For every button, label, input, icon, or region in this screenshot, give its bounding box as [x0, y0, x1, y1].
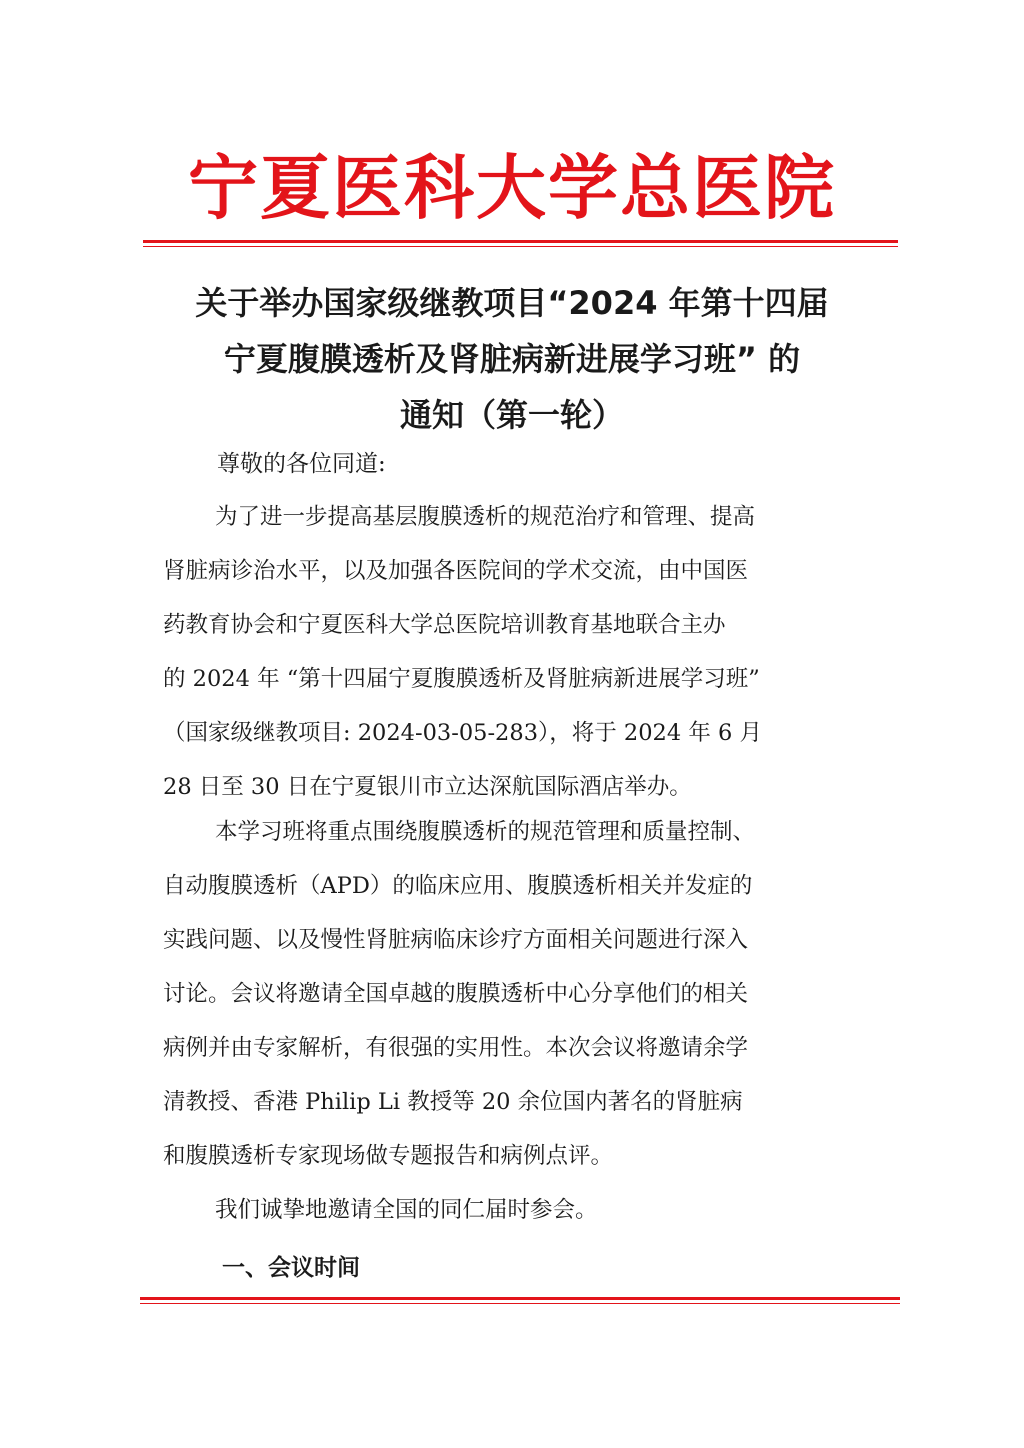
paragraph-line: 药教育协会和宁夏医科大学总医院培训教育基地联合主办	[163, 612, 726, 638]
letterhead-divider-top	[143, 240, 898, 247]
paragraph-invitation	[163, 1183, 873, 1237]
paragraph-line: 和腹膜透析专家现场做专题报告和病例点评。	[163, 1143, 614, 1169]
paragraph-line: 清教授、香港 Philip Li 教授等 20 余位国内著名的肾脏病	[163, 1089, 743, 1115]
divider-thin-line	[143, 246, 898, 247]
paragraph-line: 本学习班将重点围绕腹膜透析的规范管理和质量控制、	[215, 819, 756, 845]
salutation: 尊敬的各位同道:	[217, 451, 386, 477]
paragraph-line: 的 2024 年 “第十四届宁夏腹膜透析及肾脏病新进展学习班”	[163, 666, 760, 692]
paragraph-line: 我们诚挚地邀请全国的同仁届时参会。	[215, 1197, 598, 1223]
paragraph-line: （国家级继教项目: 2024-03-05-283），将于 2024 年 6 月	[163, 720, 762, 746]
paragraph-line: 病例并由专家解析，有很强的实用性。本次会议将邀请余学	[163, 1035, 749, 1061]
paragraph-line: 28 日至 30 日在宁夏银川市立达深航国际酒店举办。	[163, 774, 692, 800]
paragraph-line: 实践问题、以及慢性肾脏病临床诊疗方面相关问题进行深入	[163, 927, 749, 953]
paragraph-line: 肾脏病诊治水平，以及加强各医院间的学术交流，由中国医	[163, 558, 749, 584]
document-title	[140, 275, 884, 443]
paragraph-line: 自动腹膜透析（APD）的临床应用、腹膜透析相关并发症的	[163, 873, 753, 899]
section-heading-meeting-time: 一、会议时间	[222, 1254, 360, 1281]
footer-divider	[140, 1297, 900, 1304]
paragraph-program	[163, 805, 873, 1183]
paragraph-line: 讨论。会议将邀请全国卓越的腹膜透析中心分享他们的相关	[163, 981, 749, 1007]
letterhead-org-name: 宁夏医科大学总医院	[188, 146, 836, 229]
divider-thin-line	[140, 1303, 900, 1304]
paragraph-line: 为了进一步提高基层腹膜透析的规范治疗和管理、提高	[215, 504, 756, 530]
title-line: 关于举办国家级继教项目“2024 年第十四届	[195, 284, 829, 322]
paragraph-intro	[163, 490, 873, 814]
title-line: 宁夏腹膜透析及肾脏病新进展学习班” 的	[223, 340, 801, 378]
title-line: 通知（第一轮）	[399, 396, 624, 434]
